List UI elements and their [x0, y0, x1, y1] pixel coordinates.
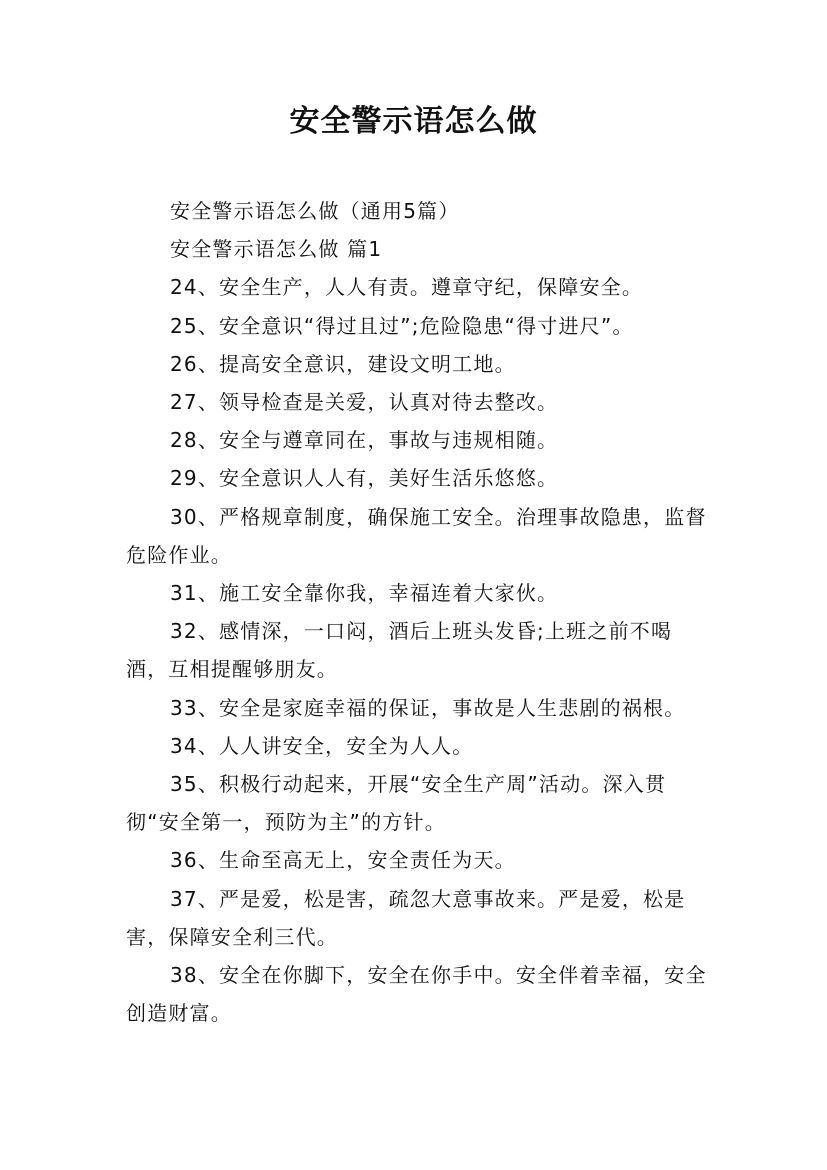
- paragraph-item-26: 26、提高安全意识，建设文明工地。: [170, 351, 516, 376]
- paragraph-section-heading: 安全警示语怎么做 篇1: [170, 237, 383, 262]
- paragraph-item-37: 37、严是爱，松是害，疏忽大意事故来。严是爱，松是害，保障安全利三代。: [126, 886, 686, 949]
- paragraph-item-31: 31、施工安全靠你我，幸福连着大家伙。: [170, 581, 559, 606]
- paragraph-item-29: 29、安全意识人人有，美好生活乐悠悠。: [170, 466, 559, 491]
- paragraph-item-30: 30、严格规章制度，确保施工安全。治理事故隐患，监督危险作业。: [126, 504, 707, 567]
- paragraph-item-33: 33、安全是家庭幸福的保证，事故是人生悲剧的祸根。: [170, 695, 686, 720]
- paragraph-item-34: 34、人人讲安全，安全为人人。: [170, 733, 474, 758]
- document-title: 安全警示语怎么做: [289, 104, 538, 139]
- document-body: [126, 192, 708, 1032]
- paragraph-item-36: 36、生命至高无上，安全责任为天。: [170, 848, 516, 873]
- paragraph-item-32: 32、感情深，一口闷，酒后上班头发昏;上班之前不喝酒，互相提醒够朋友。: [126, 619, 673, 682]
- paragraph-item-27: 27、领导检查是关爱，认真对待去整改。: [170, 390, 559, 415]
- paragraph-item-38: 38、安全在你脚下，安全在你手中。安全伴着幸福，安全创造财富。: [126, 963, 707, 1026]
- paragraph-item-25: 25、安全意识“得过且过”;危险隐患“得寸进尺”。: [170, 313, 634, 338]
- paragraph-intro: 安全警示语怎么做（通用5篇）: [170, 199, 460, 223]
- paragraph-item-35: 35、积极行动起来，开展“安全生产周”活动。深入贯彻“安全第一，预防为主”的方针。: [126, 772, 667, 835]
- paragraph-item-28: 28、安全与遵章同在，事故与违规相随。: [170, 428, 559, 453]
- paragraph-item-24: 24、安全生产，人人有责。遵章守纪，保障安全。: [170, 275, 644, 300]
